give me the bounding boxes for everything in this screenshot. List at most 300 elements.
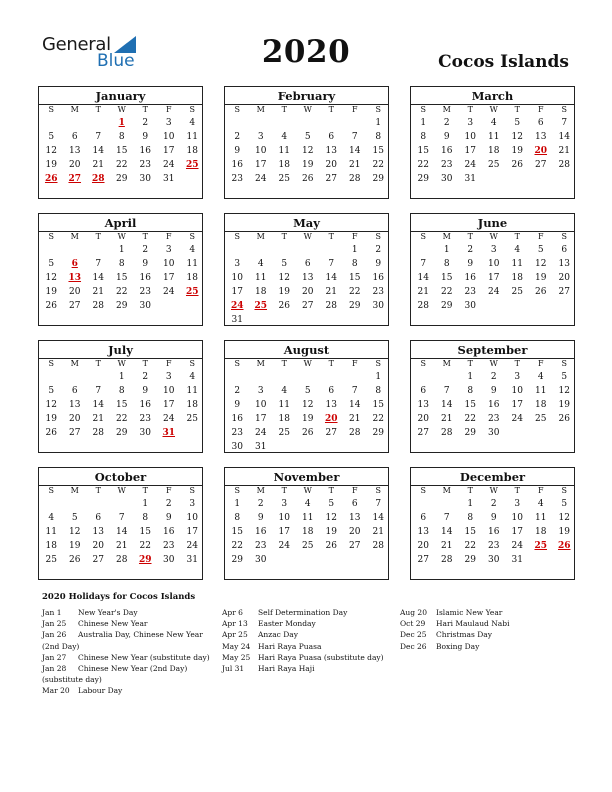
- holiday-entry-date: Jan 28: [42, 664, 67, 674]
- calendar-date: 9: [165, 513, 172, 523]
- calendar-date: 12: [558, 386, 570, 396]
- weekday-label: T: [328, 105, 334, 114]
- calendar-date: 21: [349, 160, 361, 170]
- holiday-entry: [222, 641, 392, 652]
- calendar-date: 11: [488, 132, 500, 142]
- calendar-date: 29: [464, 555, 476, 565]
- weekday-label: S: [189, 486, 195, 495]
- calendar-date: 20: [69, 287, 81, 297]
- calendar-date: 20: [302, 287, 314, 297]
- calendar-date: 19: [45, 287, 57, 297]
- calendar-date: 2: [490, 372, 497, 382]
- month-name: May: [293, 216, 320, 230]
- calendar-date: 28: [92, 301, 104, 311]
- holiday-date: 25: [254, 301, 268, 311]
- calendar-date: 30: [163, 555, 175, 565]
- weekday-label: F: [537, 486, 544, 495]
- calendar-date: 23: [441, 160, 453, 170]
- holiday-entry-date: Apr 13: [222, 619, 248, 629]
- calendar-date: 29: [464, 428, 476, 438]
- holiday-entry: [400, 641, 570, 652]
- month-january: [38, 86, 203, 199]
- weekday-label: S: [420, 486, 426, 495]
- weekday-label: T: [281, 359, 287, 368]
- weekday-label: T: [142, 232, 148, 241]
- calendar-date: 24: [163, 414, 175, 424]
- calendar-date: 11: [255, 273, 267, 283]
- calendar-date: 28: [558, 160, 570, 170]
- calendar-date: 14: [558, 132, 570, 142]
- calendar-date: 8: [375, 386, 382, 396]
- calendar-date: 28: [372, 541, 384, 551]
- calendar-date: 1: [118, 245, 125, 255]
- calendar-date: 30: [255, 555, 267, 565]
- weekday-label: T: [95, 105, 101, 114]
- month-name: December: [459, 470, 526, 484]
- weekday-label: F: [165, 105, 172, 114]
- month-name: September: [457, 343, 528, 357]
- calendar-date: 18: [278, 414, 290, 424]
- weekday-header: [411, 231, 574, 243]
- holiday-entry: [222, 629, 392, 640]
- calendar-date: 4: [189, 372, 196, 382]
- calendar-date: 9: [467, 259, 474, 269]
- calendar-date: 10: [255, 146, 267, 156]
- calendar-date: 11: [186, 132, 198, 142]
- holiday-entry-name: Labour Day: [78, 686, 123, 696]
- calendar-date: 14: [441, 527, 453, 537]
- calendar-date: 5: [304, 386, 311, 396]
- calendar-date: 16: [372, 273, 384, 283]
- calendar-date: 8: [375, 132, 382, 142]
- weekday-label: T: [95, 486, 101, 495]
- calendar-date: 3: [234, 259, 241, 269]
- calendar-date: 26: [302, 428, 314, 438]
- month-name: August: [283, 343, 330, 357]
- holiday-entry-name: Hari Raya Puasa: [258, 641, 322, 651]
- calendar-date: 12: [45, 146, 57, 156]
- holiday-date: 28: [91, 174, 105, 184]
- month-september: [410, 340, 575, 453]
- weekday-label: T: [142, 359, 148, 368]
- calendar-date: 6: [420, 513, 427, 523]
- weekday-label: S: [234, 232, 240, 241]
- weekday-label: F: [165, 232, 172, 241]
- calendar-date: 4: [281, 386, 288, 396]
- calendar-date: 29: [349, 301, 361, 311]
- calendar-date: 15: [139, 527, 151, 537]
- calendar-date: 28: [325, 301, 337, 311]
- weekday-label: S: [375, 486, 381, 495]
- calendar-date: 31: [163, 174, 175, 184]
- weekday-label: T: [467, 486, 473, 495]
- calendar-date: 9: [142, 132, 149, 142]
- calendar-date: 5: [304, 132, 311, 142]
- calendar-date: 26: [302, 174, 314, 184]
- holiday-entry-date: Jan 25: [42, 619, 67, 629]
- calendar-date: 30: [372, 301, 384, 311]
- calendar-date: 15: [116, 400, 128, 410]
- weekday-label: M: [256, 359, 265, 368]
- calendar-date: 9: [490, 513, 497, 523]
- weekday-header: [411, 104, 574, 116]
- weekday-label: S: [48, 105, 54, 114]
- calendar-date: 30: [488, 555, 500, 565]
- calendar-date: 14: [92, 146, 104, 156]
- calendar-date: 27: [325, 174, 337, 184]
- calendar-date: 22: [464, 414, 476, 424]
- weekday-label: T: [95, 359, 101, 368]
- calendar-date: 12: [325, 513, 337, 523]
- holiday-entry: [222, 607, 392, 618]
- calendar-date: 2: [443, 118, 450, 128]
- calendar-date: 2: [142, 372, 149, 382]
- weekday-label: M: [256, 105, 265, 114]
- calendar-date: 21: [92, 414, 104, 424]
- holidays-title: 2020 Holidays for Cocos Islands: [42, 592, 196, 602]
- calendar-date: 5: [48, 386, 55, 396]
- calendar-date: 10: [511, 513, 523, 523]
- calendar-date: 23: [372, 287, 384, 297]
- weekday-label: T: [514, 105, 520, 114]
- holiday-entry: [42, 629, 212, 651]
- weekday-label: W: [117, 105, 126, 114]
- holiday-date: 26: [557, 541, 571, 551]
- calendar-date: 24: [488, 287, 500, 297]
- calendar-date: 11: [45, 527, 57, 537]
- calendar-date: 12: [45, 273, 57, 283]
- calendar-date: 22: [441, 287, 453, 297]
- calendar-date: 5: [281, 259, 288, 269]
- calendar-date: 28: [441, 428, 453, 438]
- calendar-date: 25: [302, 541, 314, 551]
- calendar-date: 1: [467, 499, 474, 509]
- calendar-date: 12: [69, 527, 81, 537]
- calendar-date: 21: [417, 287, 429, 297]
- calendar-date: 3: [257, 132, 264, 142]
- calendar-date: 6: [328, 386, 335, 396]
- month-name: January: [95, 89, 146, 103]
- calendar-date: 30: [464, 301, 476, 311]
- calendar-date: 15: [231, 527, 243, 537]
- calendar-date: 8: [234, 513, 241, 523]
- holiday-entry: [222, 663, 392, 674]
- calendar-date: 26: [535, 287, 547, 297]
- calendar-date: 27: [417, 555, 429, 565]
- calendar-date: 21: [441, 414, 453, 424]
- holiday-entry-name: Christmas Day: [436, 630, 492, 640]
- weekday-label: M: [442, 486, 451, 495]
- calendar-date: 17: [163, 400, 175, 410]
- weekday-label: W: [303, 486, 312, 495]
- calendar-date: 2: [142, 118, 149, 128]
- calendar-date: 1: [375, 372, 382, 382]
- calendar-date: 31: [255, 442, 267, 452]
- calendar-date: 2: [490, 499, 497, 509]
- calendar-date: 23: [231, 174, 243, 184]
- calendar-date: 16: [255, 527, 267, 537]
- holiday-entry-date: Jan 26: [42, 630, 67, 640]
- calendar-date: 19: [535, 273, 547, 283]
- weekday-label: S: [420, 105, 426, 114]
- calendar-date: 30: [139, 428, 151, 438]
- calendar-date: 14: [349, 146, 361, 156]
- calendar-date: 3: [165, 372, 172, 382]
- calendar-date: 2: [257, 499, 264, 509]
- weekday-label: S: [48, 359, 54, 368]
- weekday-label: T: [328, 359, 334, 368]
- calendar-date: 3: [189, 499, 196, 509]
- calendar-date: 5: [514, 118, 521, 128]
- calendar-date: 9: [490, 386, 497, 396]
- weekday-label: T: [328, 232, 334, 241]
- weekday-label: M: [70, 232, 79, 241]
- holiday-entry: [42, 607, 212, 618]
- weekday-label: F: [537, 105, 544, 114]
- calendar-date: 4: [514, 245, 521, 255]
- weekday-label: M: [442, 232, 451, 241]
- calendar-date: 14: [441, 400, 453, 410]
- calendar-date: 5: [71, 513, 78, 523]
- calendar-date: 10: [186, 513, 198, 523]
- holiday-entry: [400, 607, 570, 618]
- weekday-label: F: [351, 105, 358, 114]
- calendar-date: 19: [69, 541, 81, 551]
- calendar-date: 22: [116, 414, 128, 424]
- weekday-label: S: [189, 105, 195, 114]
- calendar-date: 17: [464, 146, 476, 156]
- calendar-date: 28: [116, 555, 128, 565]
- calendar-date: 4: [304, 499, 311, 509]
- weekday-label: T: [514, 486, 520, 495]
- weekday-label: S: [420, 232, 426, 241]
- calendar-date: 15: [417, 146, 429, 156]
- calendar-date: 12: [278, 273, 290, 283]
- calendar-date: 7: [351, 132, 358, 142]
- weekday-label: S: [375, 105, 381, 114]
- calendar-date: 22: [417, 160, 429, 170]
- calendar-date: 4: [490, 118, 497, 128]
- calendar-date: 1: [351, 245, 358, 255]
- calendar-date: 18: [535, 527, 547, 537]
- calendar-date: 29: [372, 428, 384, 438]
- calendar-date: 8: [467, 386, 474, 396]
- weekday-label: W: [303, 359, 312, 368]
- holiday-entry-date: Jan 1: [42, 608, 62, 617]
- calendar-date: 6: [351, 499, 358, 509]
- calendar-date: 28: [92, 428, 104, 438]
- weekday-label: S: [234, 105, 240, 114]
- holiday-date: 25: [185, 160, 199, 170]
- calendar-date: 18: [255, 287, 267, 297]
- holiday-entry-name: Easter Monday: [258, 619, 316, 629]
- calendar-date: 5: [561, 372, 568, 382]
- calendar-date: 6: [71, 132, 78, 142]
- logo-text-general: General: [42, 34, 111, 55]
- calendar-date: 17: [511, 527, 523, 537]
- calendar-date: 6: [71, 386, 78, 396]
- calendar-date: 27: [69, 301, 81, 311]
- calendar-date: 31: [464, 174, 476, 184]
- calendar-date: 17: [278, 527, 290, 537]
- calendar-date: 14: [349, 400, 361, 410]
- calendar-date: 21: [92, 160, 104, 170]
- weekday-label: T: [467, 232, 473, 241]
- calendar-date: 1: [234, 499, 241, 509]
- calendar-date: 29: [231, 555, 243, 565]
- calendar-date: 11: [186, 259, 198, 269]
- calendar-date: 27: [349, 541, 361, 551]
- calendar-date: 12: [302, 400, 314, 410]
- calendar-date: 13: [417, 400, 429, 410]
- weekday-label: T: [142, 105, 148, 114]
- calendar-date: 7: [443, 513, 450, 523]
- calendar-date: 23: [139, 287, 151, 297]
- calendar-date: 20: [69, 160, 81, 170]
- calendar-date: 28: [441, 555, 453, 565]
- weekday-label: F: [537, 359, 544, 368]
- holiday-date: 13: [68, 273, 82, 283]
- calendar-date: 8: [420, 132, 427, 142]
- month-name: October: [94, 470, 147, 484]
- month-march: [410, 86, 575, 199]
- holiday-entry-name: Self Determination Day: [258, 608, 348, 617]
- calendar-date: 2: [467, 245, 474, 255]
- weekday-header: [39, 104, 202, 116]
- calendar-date: 15: [116, 146, 128, 156]
- calendar-date: 25: [45, 555, 57, 565]
- weekday-label: W: [117, 359, 126, 368]
- weekday-header: [225, 231, 388, 243]
- calendar-date: 22: [372, 414, 384, 424]
- calendar-date: 14: [372, 513, 384, 523]
- calendar-date: 26: [69, 555, 81, 565]
- calendar-date: 29: [441, 301, 453, 311]
- holiday-entry-date: Jan 27: [42, 652, 67, 662]
- weekday-label: M: [70, 105, 79, 114]
- weekday-label: M: [442, 105, 451, 114]
- calendar-date: 2: [375, 245, 382, 255]
- calendar-date: 10: [464, 132, 476, 142]
- weekday-label: W: [489, 105, 498, 114]
- calendar-date: 13: [417, 527, 429, 537]
- holiday-entry: [400, 618, 570, 629]
- calendar-date: 28: [349, 428, 361, 438]
- month-name: March: [471, 89, 514, 103]
- calendar-date: 14: [92, 400, 104, 410]
- calendar-date: 21: [372, 527, 384, 537]
- calendar-date: 21: [558, 146, 570, 156]
- holiday-entry-date: May 25: [222, 652, 251, 662]
- calendar-date: 5: [48, 132, 55, 142]
- weekday-label: F: [351, 232, 358, 241]
- weekday-label: S: [375, 359, 381, 368]
- calendar-date: 23: [255, 541, 267, 551]
- weekday-label: W: [117, 486, 126, 495]
- calendar-date: 22: [139, 541, 151, 551]
- weekday-header: [39, 485, 202, 497]
- calendar-date: 13: [325, 146, 337, 156]
- calendar-date: 10: [278, 513, 290, 523]
- calendar-date: 16: [139, 400, 151, 410]
- calendar-date: 17: [255, 414, 267, 424]
- calendar-date: 18: [535, 400, 547, 410]
- weekday-label: F: [351, 359, 358, 368]
- calendar-date: 13: [325, 400, 337, 410]
- weekday-label: T: [467, 105, 473, 114]
- calendar-date: 7: [95, 132, 102, 142]
- holiday-entry: [42, 663, 212, 685]
- calendar-date: 15: [349, 273, 361, 283]
- calendar-date: 28: [417, 301, 429, 311]
- calendar-date: 17: [231, 287, 243, 297]
- holiday-entry-name: Hari Raya Haji: [258, 664, 315, 674]
- calendar-date: 23: [139, 414, 151, 424]
- calendar-date: 18: [45, 541, 57, 551]
- calendar-date: 19: [302, 160, 314, 170]
- calendar-date: 3: [165, 245, 172, 255]
- calendar-date: 24: [255, 174, 267, 184]
- holiday-entry-name: Hari Maulaud Nabi: [436, 619, 510, 629]
- month-october: [38, 467, 203, 580]
- calendar-date: 21: [92, 287, 104, 297]
- calendar-date: 30: [441, 174, 453, 184]
- calendar-date: 8: [467, 513, 474, 523]
- calendar-date: 3: [490, 245, 497, 255]
- calendar-date: 17: [163, 273, 175, 283]
- month-name: April: [104, 216, 137, 230]
- calendar-date: 18: [488, 146, 500, 156]
- calendar-date: 3: [467, 118, 474, 128]
- calendar-date: 29: [372, 174, 384, 184]
- calendar-date: 10: [163, 259, 175, 269]
- calendar-date: 27: [302, 301, 314, 311]
- calendar-date: 24: [278, 541, 290, 551]
- calendar-date: 1: [467, 372, 474, 382]
- holiday-entry-date: May 24: [222, 641, 251, 651]
- weekday-label: W: [489, 232, 498, 241]
- calendar-date: 9: [142, 386, 149, 396]
- calendar-date: 17: [255, 160, 267, 170]
- month-may: [224, 213, 389, 326]
- holiday-entry-date: Jul 31: [222, 664, 245, 674]
- calendar-date: 22: [372, 160, 384, 170]
- calendar-date: 11: [186, 386, 198, 396]
- calendar-date: 26: [325, 541, 337, 551]
- weekday-label: M: [442, 359, 451, 368]
- calendar-date: 17: [511, 400, 523, 410]
- weekday-header: [225, 485, 388, 497]
- calendar-date: 19: [45, 160, 57, 170]
- holiday-entry-date: Oct 29: [400, 619, 426, 629]
- holiday-entry: [42, 652, 212, 663]
- calendar-date: 10: [488, 259, 500, 269]
- calendar-date: 24: [163, 287, 175, 297]
- calendar-date: 25: [488, 160, 500, 170]
- holiday-entry-name: Anzac Day: [258, 630, 298, 640]
- calendar-date: 6: [420, 386, 427, 396]
- calendar-date: 20: [325, 160, 337, 170]
- holiday-date: 1: [118, 118, 125, 128]
- holiday-column: [42, 607, 212, 697]
- calendar-date: 24: [511, 541, 523, 551]
- calendar-date: 20: [69, 414, 81, 424]
- holiday-entry-name: Chinese New Year (substitute day): [78, 652, 210, 662]
- weekday-label: T: [281, 232, 287, 241]
- calendar-date: 25: [278, 428, 290, 438]
- holiday-date: 6: [71, 259, 78, 269]
- calendar-date: 9: [234, 400, 241, 410]
